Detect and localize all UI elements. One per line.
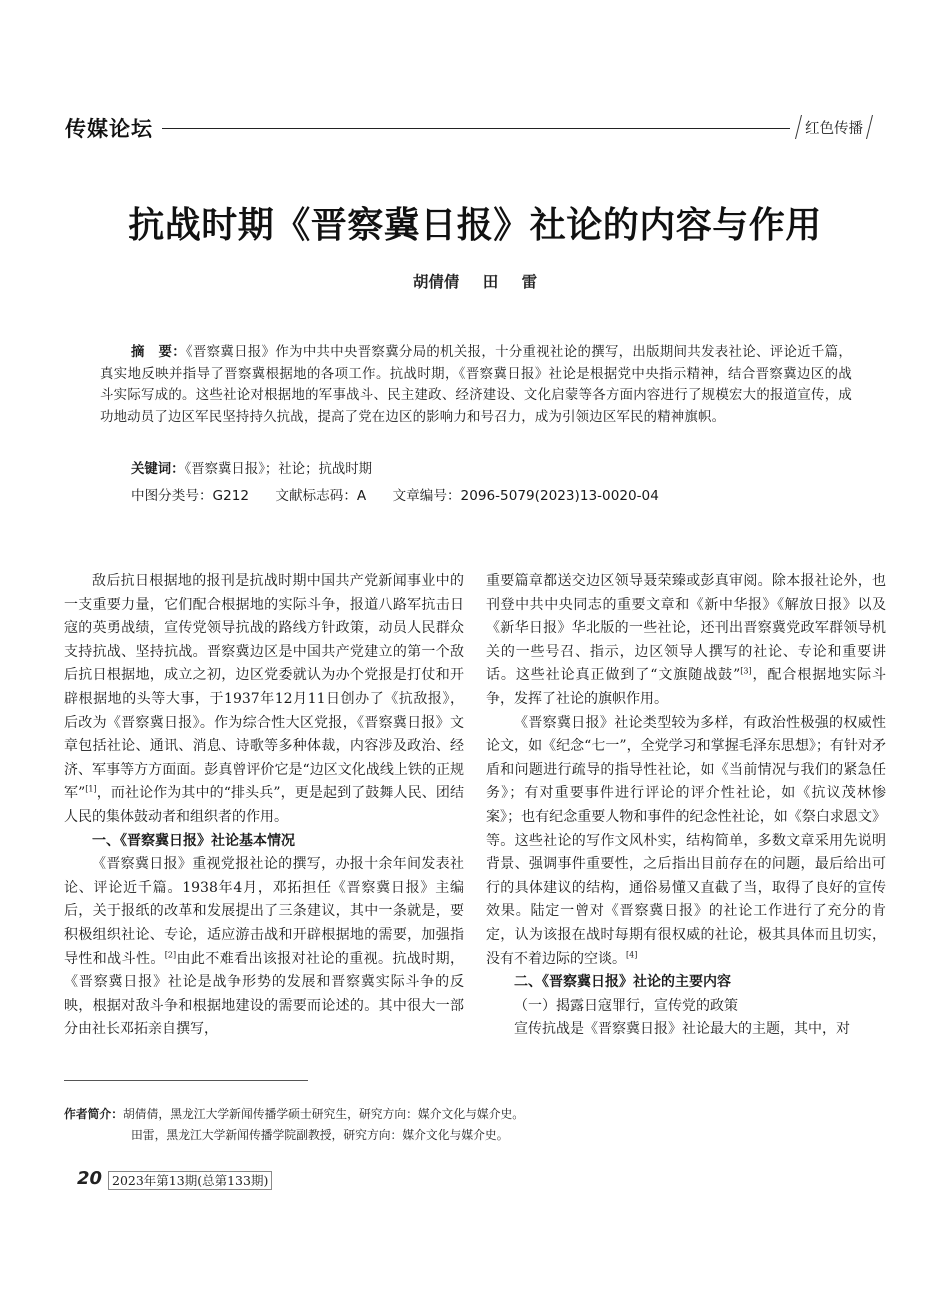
body-paragraph (64, 853, 464, 1042)
abstract (100, 342, 852, 428)
footnote-rule (64, 1080, 308, 1081)
citation-ref: [2] (164, 949, 177, 959)
body-paragraph (64, 570, 464, 830)
issue-info: 2023年第13期(总第133期) (108, 1171, 272, 1190)
article-number: 文章编号：2096-5079(2023)13-0020-04 (392, 488, 659, 504)
body-text: 《晋察冀日报》社论类型较为多样，有政治性极强的权威性论文，如《纪念“七一”，全党学习和掌握毛泽东思想》；有针对矛盾和问题进行疏导的指导性社论，如《当前情况与我们的紧急任务》；有对重要事件进行评论的评介性社论，如《抗议茂林惨案》；也有纪念重要人物和事件的纪念性社论，如《祭白求恩文》等。这些社论的写作文风朴实，结构简单，多数文章采用先说明背景、强调事件重要性，之后指出目前存在的问题，最后给出可行的具体建议的结构，通俗易懂又直截了当，取得了良好的宣传效果。陆定一曾对《晋察冀日报》的社论工作进行了充分的肯定，认为该报在战时每期有很权威的社论，极其具体而且切实，没有不着边际的空谈。 (486, 714, 886, 967)
article-title: 抗战时期《晋察冀日报》社论的内容与作用 (128, 204, 822, 246)
author-footnote (64, 1104, 884, 1146)
body-text: ，配合根据地实际斗争，发挥了社论的旗帜作用。 (486, 667, 886, 707)
body-paragraph (486, 570, 886, 712)
classification-line (131, 484, 681, 504)
footnote-line (64, 1104, 884, 1125)
page-number: 20 (77, 1168, 103, 1189)
body-text: 敌后抗日根据地的报刊是抗战时期中国共产党新闻事业中的一支重要力量，它们配合根据地的实际斗争，报道八路军抗击日寇的英勇战绩，宣传党领导抗战的路线方针政策，动员人民群众支持抗战、坚持抗战。晋察冀边区是中国共产党建立的第一个敌后抗日根据地，成立之初，边区党委就认为办个党报是打仗和开辟根据地的头等大事，于1937年12月11日创办了《抗敌报》，后改为《晋察冀日报》。作为综合性大区党报，《晋察冀日报》文章包括社论、通讯、消息、诗歌等多种体裁，内容涉及政治、经济、军事等方方面面。彭真曾评价它是“边区文化战线上铁的正规军” (64, 573, 464, 802)
body-text: 重要篇章都送交边区领导聂荣臻或彭真审阅。除本报社论外，也刊登中共中央同志的重要文章和《新中华报》《解放日报》以及《新华日报》华北版的一些社论，还刊出晋察冀党政军群领导机关的一些号召、指示，边区领导人撰写的社论、专论和重要讲话。这些社论真正做到了“文旗随战鼓” (486, 573, 886, 684)
body-column-right (486, 570, 886, 1042)
footnote-author1: 胡倩倩，黑龙江大学新闻传播学硕士研究生，研究方向：媒介文化与媒介史。 (123, 1107, 525, 1121)
body-text: 由此不难看出该报对社论的重视。抗战时期，《晋察冀日报》社论是战争形势的发展和晋察冀实际斗争的反映，根据对敌斗争和根据地建设的需要而论述的。其中很大一部分由社长邓拓亲自撰写， (64, 950, 465, 1038)
clc-number: 中图分类号：G212 (131, 488, 250, 504)
citation-ref: [3] (740, 666, 752, 676)
abstract-text: 《晋察冀日报》作为中共中央晋察冀分局的机关报，十分重视社论的撰写，出版期间共发表社论、评论近千篇，真实地反映并指导了晋察冀根据地的各项工作。抗战时期，《晋察冀日报》社论是根据党中央指示精神，结合晋察冀边区的战斗实际写成的。这些社论对根据地的军事战斗、民主建政、经济建设、文化启蒙等各方面内容进行了规模宏大的报道宣传，成功地动员了边区军民坚持持久抗战，提高了党在边区的影响力和号召力，成为引领边区军民的精神旗帜。 (100, 345, 852, 425)
section-tag (798, 114, 870, 140)
footnote-label: 作者简介： (64, 1107, 123, 1121)
body-text: 《晋察冀日报》重视党报社论的撰写，办报十余年间发表社论、评论近千篇。1938年4月，邓拓担任《晋察冀日报》主编后，关于报纸的改革和发展提出了三条建议，其中一条就是，要积极组织社论、专论，适应游击战和开辟根据地的需要，加强指导性和战斗性。 (64, 856, 464, 967)
keywords (131, 458, 372, 477)
keywords-text: 《晋察冀日报》；社论；抗战时期 (184, 462, 373, 477)
body-paragraph: 宣传抗战是《晋察冀日报》社论最大的主题，其中，对 (514, 1021, 850, 1038)
section-heading: 一、《晋察冀日报》社论基本情况 (92, 832, 295, 849)
section-tag-label: 红色传播 (805, 120, 863, 137)
body-column-left (64, 570, 464, 1042)
slash-divider (866, 115, 873, 139)
subsection-heading: （一）揭露日寇罪行，宣传党的政策 (514, 997, 738, 1014)
section-heading: 二、《晋察冀日报》社论的主要内容 (514, 974, 731, 991)
article-authors: 胡倩倩 田 雷 (412, 273, 538, 291)
slash-divider (795, 115, 802, 139)
citation-ref: [4] (626, 949, 638, 959)
section-title: 传媒论坛 (65, 117, 153, 141)
body-paragraph (486, 712, 886, 972)
keywords-label: 关键词： (131, 462, 185, 477)
abstract-label: 摘 要： (131, 345, 186, 360)
body-text: ，而社论作为其中的“排头兵”，更是起到了鼓舞人民、团结人民的集体鼓动者和组织者的作用。 (64, 785, 464, 825)
citation-ref: [1] (85, 784, 97, 794)
document-code: 文献标志码：A (275, 488, 367, 504)
abstract-paragraph (100, 342, 852, 428)
footnote-author2: 田雷，黑龙江大学新闻传播学院副教授，研究方向：媒介文化与媒介史。 (131, 1128, 509, 1142)
header-rule (162, 128, 790, 129)
